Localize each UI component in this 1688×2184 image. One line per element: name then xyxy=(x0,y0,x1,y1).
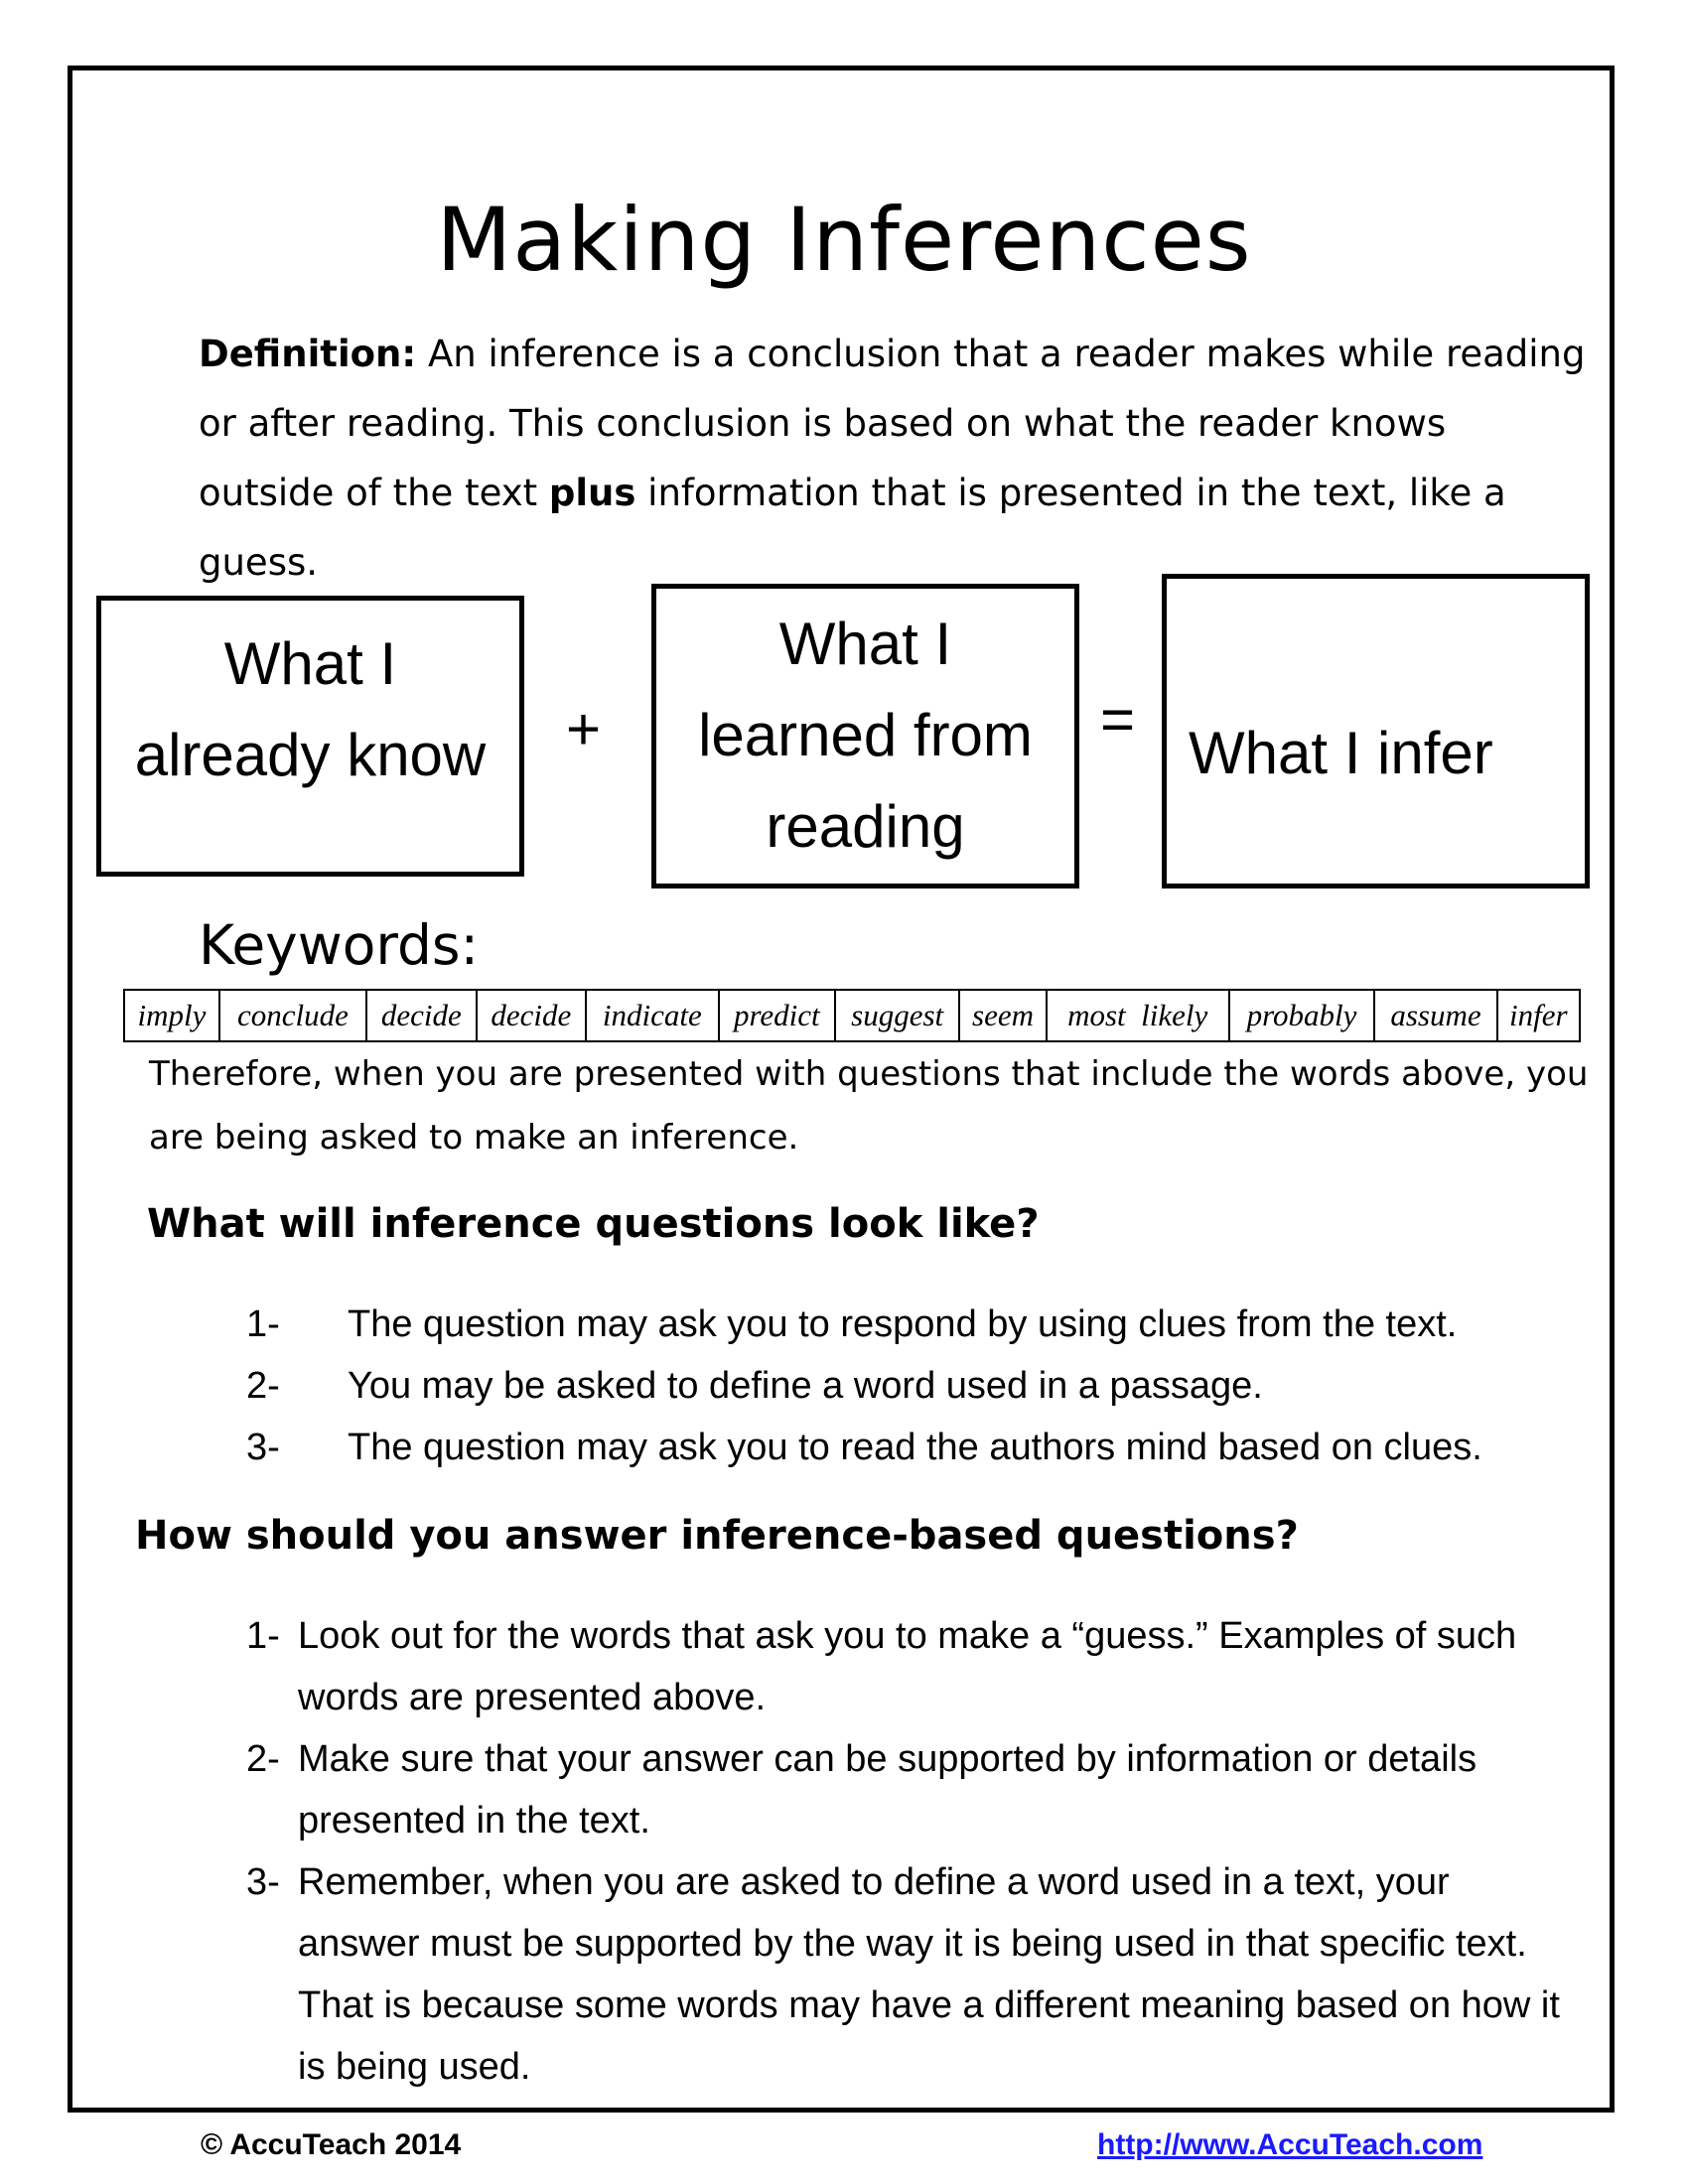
keyword-cell: seem xyxy=(959,990,1047,1041)
list-text: You may be asked to define a word used in a passage. xyxy=(348,1365,1263,1407)
list-text: Make sure that your answer can be supported by information or details presented in the text. xyxy=(298,1738,1477,1842)
definition-label: Definition: xyxy=(199,333,417,375)
list-item xyxy=(246,1605,1577,1728)
list-number: 3- xyxy=(246,1861,280,1903)
box2-line1: What I xyxy=(778,611,952,677)
list-item xyxy=(246,1728,1577,1851)
keywords-table xyxy=(123,989,1581,1042)
section2-list xyxy=(246,1605,1577,2098)
section2-heading: How should you answer inference-based questions? xyxy=(135,1513,1299,1559)
list-text: The question may ask you to read the authors mind based on clues. xyxy=(348,1427,1482,1468)
footer-url-link[interactable]: http://www.AccuTeach.com xyxy=(1097,2128,1483,2161)
list-item xyxy=(246,1417,1617,1478)
list-number: 3- xyxy=(246,1427,280,1468)
footer-copyright: © AccuTeach 2014 xyxy=(201,2128,462,2161)
formula-box-learned xyxy=(651,584,1079,888)
keyword-cell: assume xyxy=(1374,990,1496,1041)
keyword-cell: most likely xyxy=(1047,990,1229,1041)
definition-text-after: information that is presented in the text, like a guess. xyxy=(199,472,1506,584)
box2-line2: learned from xyxy=(698,702,1033,768)
definition-text-before: An inference is a conclusion that a reader makes while reading or after reading. This conclusion is based on what the reader knows outside of the text xyxy=(199,333,1586,514)
list-number: 2- xyxy=(246,1365,280,1407)
list-text: Remember, when you are asked to define a word used in a text, your answer must be supported by the way it is being used in that specific text. That is because some words may have a different meaning based on how it is being used. xyxy=(298,1861,1560,2088)
list-text: Look out for the words that ask you to make a “guess.” Examples of such words are presented above. xyxy=(298,1615,1517,1718)
keyword-cell: indicate xyxy=(586,990,719,1041)
definition-emphasis: plus xyxy=(548,472,636,514)
page-title: Making Inferences xyxy=(436,189,1252,291)
box1-line1: What I xyxy=(223,630,397,697)
section1-list xyxy=(246,1294,1617,1478)
equals-sign: = xyxy=(1100,686,1136,752)
formula-box-already-know xyxy=(96,596,524,877)
formula-box-infer xyxy=(1162,574,1590,888)
keywords-row xyxy=(124,990,1580,1041)
keyword-cell: decide xyxy=(477,990,586,1041)
keyword-cell: imply xyxy=(124,990,219,1041)
keyword-cell: decide xyxy=(366,990,476,1041)
list-item xyxy=(246,1294,1617,1355)
box1-line2: already know xyxy=(134,722,487,788)
keywords-label: Keywords: xyxy=(199,913,480,977)
list-item xyxy=(246,1851,1577,2098)
plus-sign: + xyxy=(566,696,602,762)
keyword-cell: infer xyxy=(1497,990,1580,1041)
keyword-cell: predict xyxy=(719,990,836,1041)
list-item xyxy=(246,1355,1617,1417)
section1-heading: What will inference questions look like? xyxy=(147,1201,1040,1247)
list-text: The question may ask you to respond by using clues from the text. xyxy=(348,1303,1458,1345)
therefore-paragraph: Therefore, when you are presented with questions that include the words above, you are being asked to make an inference. xyxy=(149,1054,1589,1158)
definition-paragraph xyxy=(199,320,1589,598)
keyword-cell: suggest xyxy=(835,990,959,1041)
list-number: 2- xyxy=(246,1738,280,1780)
list-number: 1- xyxy=(246,1303,280,1345)
list-number: 1- xyxy=(246,1615,280,1657)
keyword-cell: probably xyxy=(1229,990,1375,1041)
box3-text: What I infer xyxy=(1189,720,1493,786)
box2-line3: reading xyxy=(766,793,965,860)
keyword-cell: conclude xyxy=(219,990,366,1041)
